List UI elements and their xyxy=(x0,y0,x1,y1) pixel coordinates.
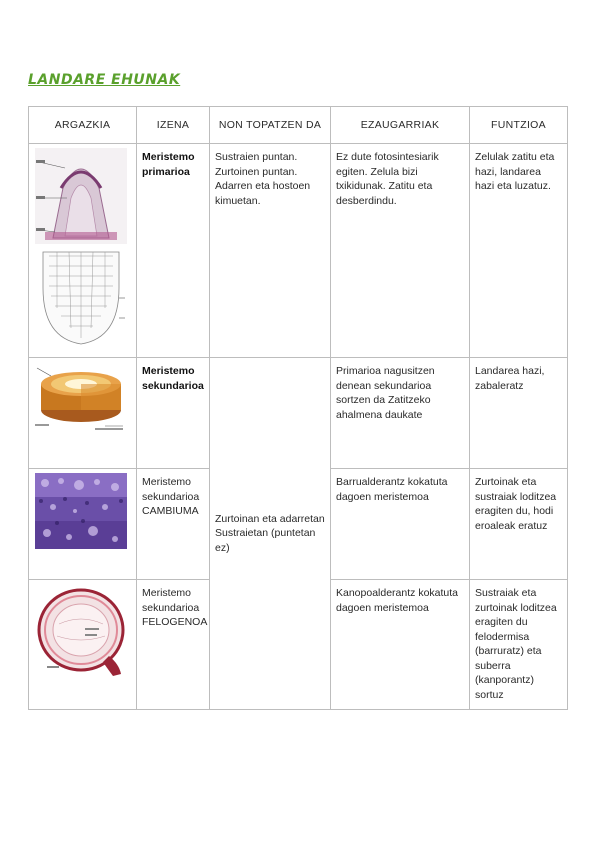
function-cell: Zurtoinak eta sustraiak loditzea eragiten du, hodi eroaleak eratuz xyxy=(470,469,568,580)
header-izena: IZENA xyxy=(137,107,210,144)
photo-cell xyxy=(29,144,137,358)
features-cell: Barrualderantz kokatuta dagoen meristemoa xyxy=(331,469,470,580)
features-cell: Kanopoalderantz kokatuta dagoen meristemoa xyxy=(331,580,470,710)
name-cell: Meristemo sekundarioa FELOGENOA xyxy=(137,580,210,710)
tissue-name: Meristemo primarioa xyxy=(142,151,195,178)
photo-cell xyxy=(29,469,137,580)
name-cell xyxy=(137,144,210,358)
phellogen-micrograph xyxy=(35,584,127,680)
tissues-table xyxy=(28,106,568,710)
stem-section-diagram xyxy=(35,362,127,432)
root-tip-micrograph xyxy=(35,148,127,348)
name-cell xyxy=(137,358,210,469)
function-cell: Zelulak zatitu eta hazi, landarea hazi eta luzatuz. xyxy=(470,144,568,358)
header-ezaugarriak: EZAUGARRIAK xyxy=(331,107,470,144)
function-cell: Landarea hazi, zabaleratz xyxy=(470,358,568,469)
photo-cell xyxy=(29,580,137,710)
location-cell: Sustraien puntan. Zurtoinen puntan. Adarren eta hostoen kimuetan. xyxy=(210,144,331,358)
header-non-topatzen-da: NON TOPATZEN DA xyxy=(210,107,331,144)
table-row xyxy=(29,144,568,358)
header-funtzioa: FUNTZIOA xyxy=(470,107,568,144)
page-title: LANDARE EHUNAK xyxy=(28,72,181,88)
tissue-name: Meristemo sekundarioa xyxy=(142,365,204,392)
cambium-micrograph xyxy=(35,473,127,549)
photo-cell xyxy=(29,358,137,469)
features-cell: Primarioa nagusitzen denean sekundarioa sortzen da Zatitzeko ahalmena daukate xyxy=(331,358,470,469)
header-row xyxy=(29,107,568,144)
location-cell-shared: Zurtoinan eta adarretan Sustraietan (puntetan ez) xyxy=(210,358,331,710)
table-row xyxy=(29,358,568,469)
name-cell: Meristemo sekundarioa CAMBIUMA xyxy=(137,469,210,580)
features-cell: Ez dute fotosintesiarik egiten. Zelula bizi txikidunak. Zatitu eta desberdindu. xyxy=(331,144,470,358)
header-argazkia: ARGAZKIA xyxy=(29,107,137,144)
function-cell: Sustraiak eta zurtoinak loditzea eragiten du felodermisa (barruratz) eta suberra (kanporantz) sortuz xyxy=(470,580,568,710)
